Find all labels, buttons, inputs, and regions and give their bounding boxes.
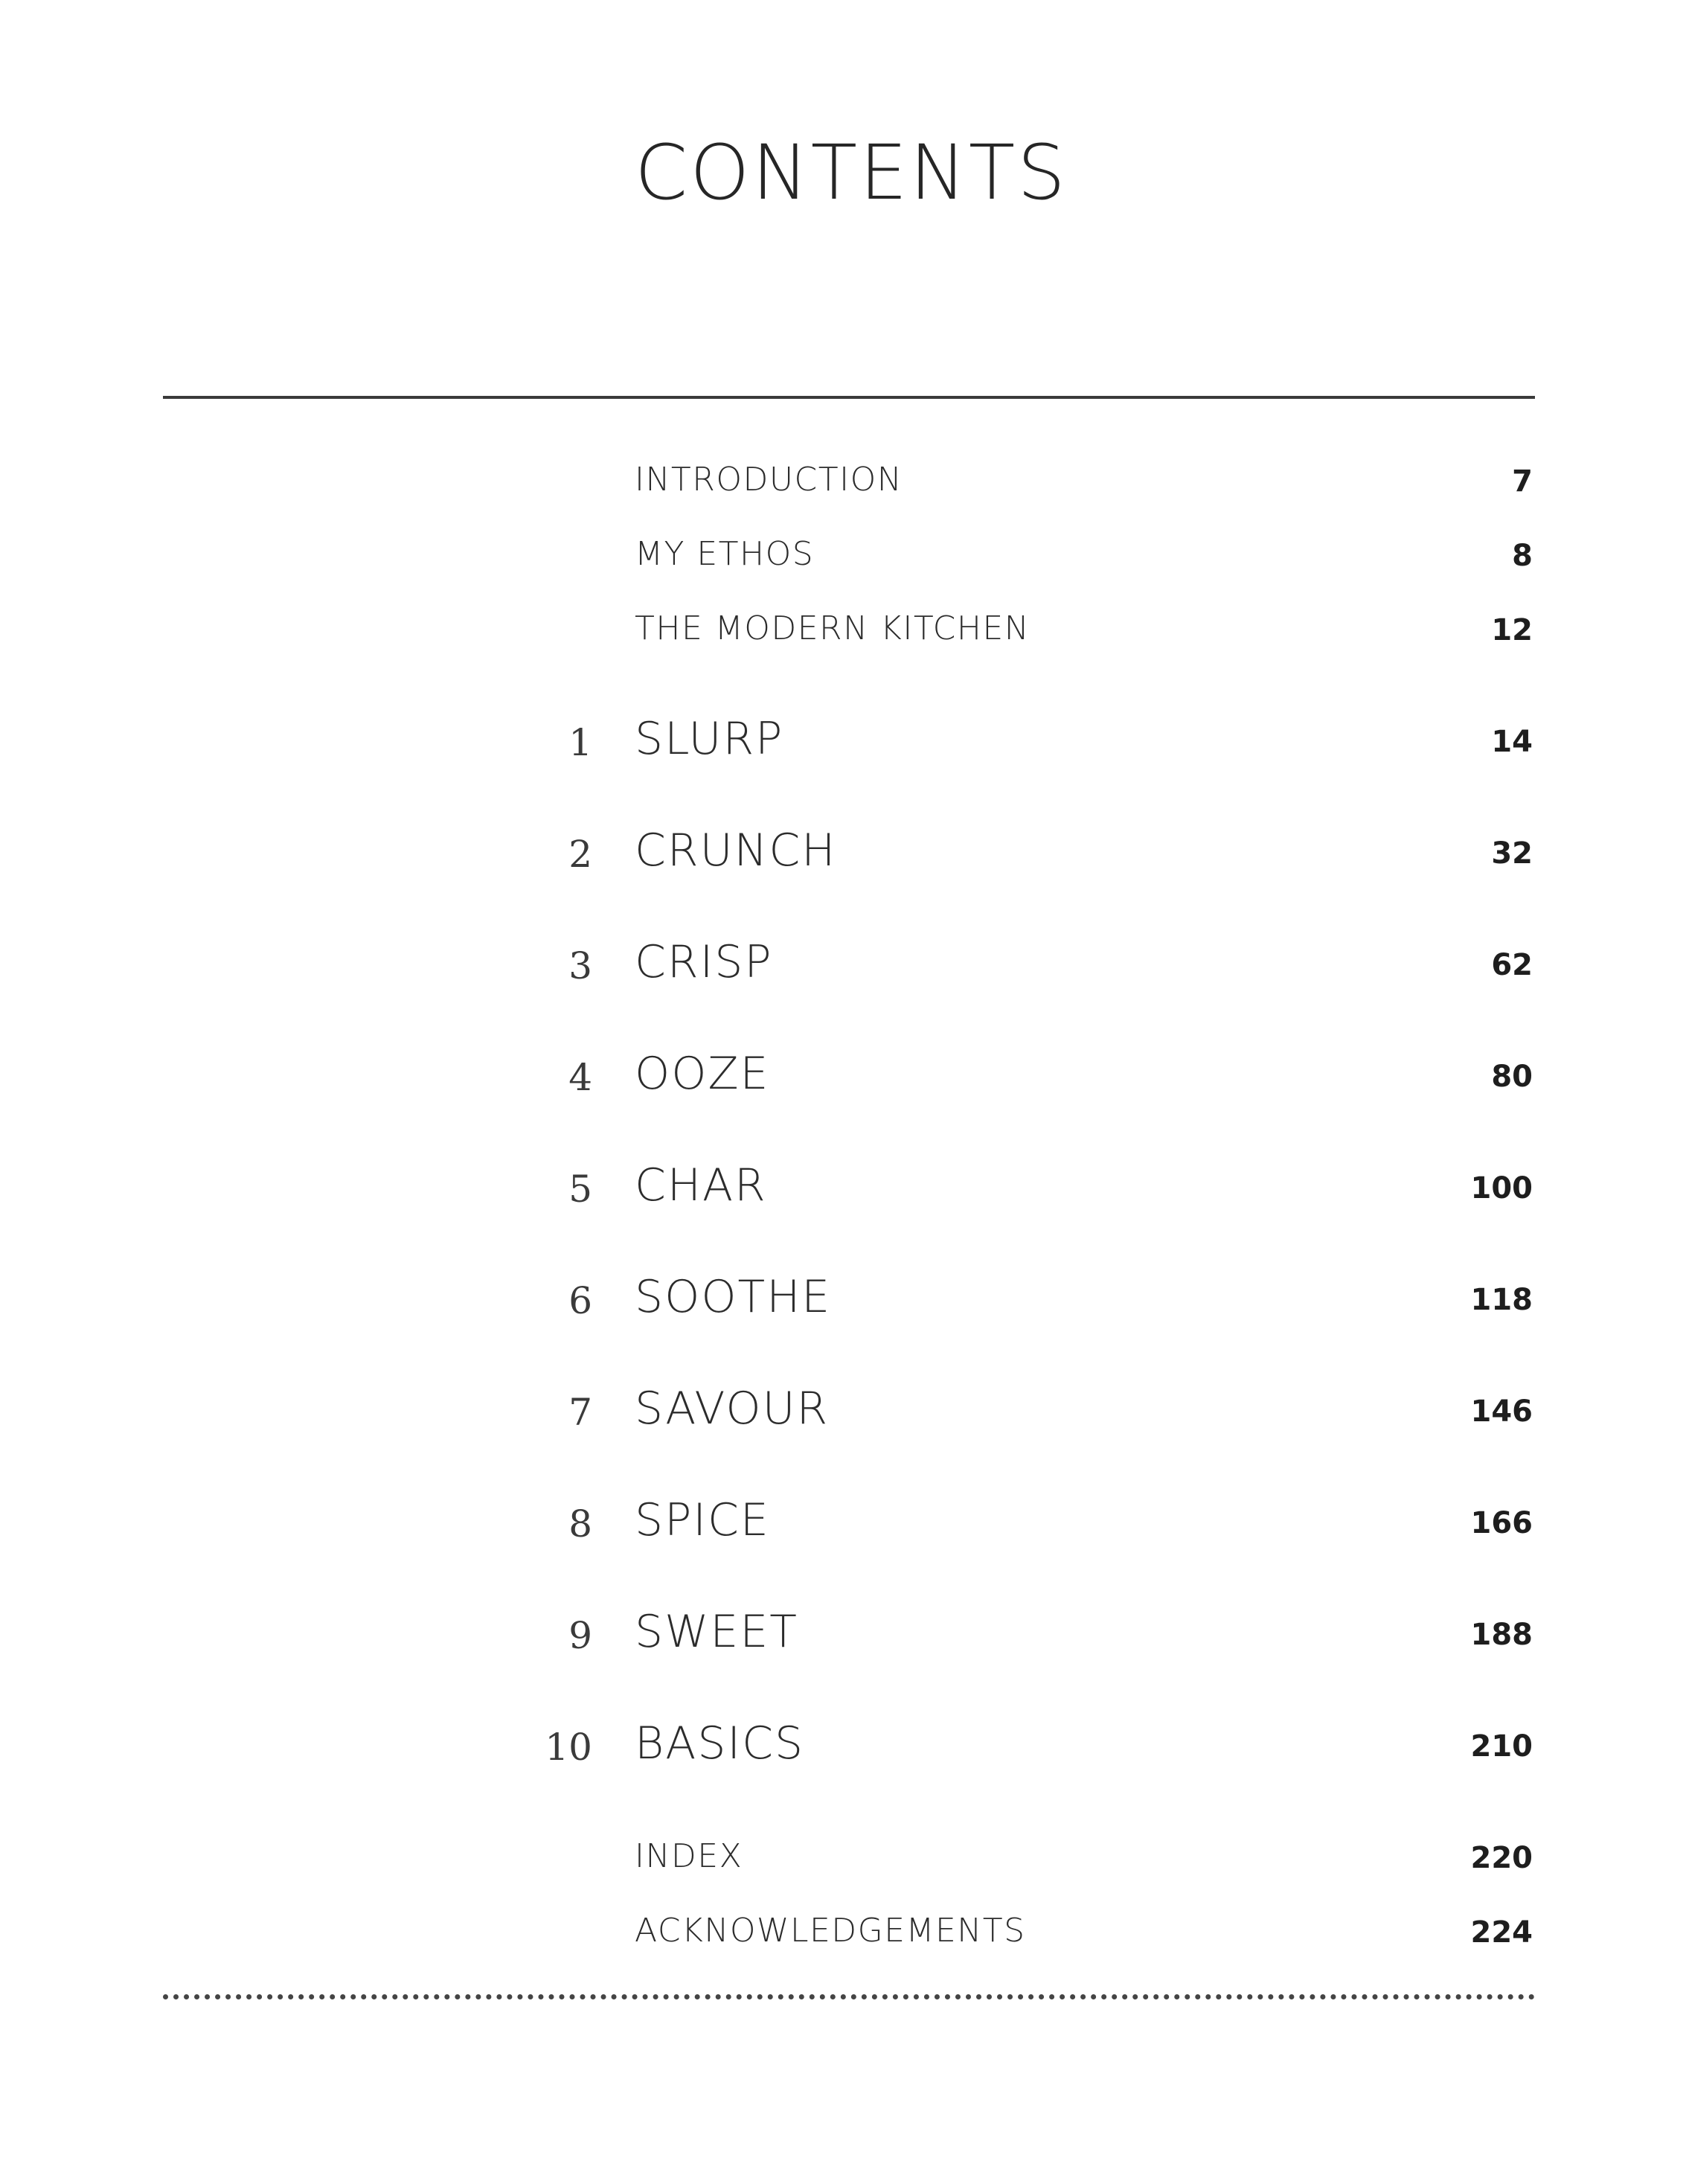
chapter-title: OOZE <box>635 1048 770 1100</box>
toc-entry-modern-kitchen[interactable] <box>0 599 1686 659</box>
toc-chapter-slurp[interactable] <box>0 711 1686 770</box>
chapter-title: CHAR <box>635 1159 767 1211</box>
toc-chapter-basics[interactable] <box>0 1715 1686 1775</box>
entry-label: THE MODERN KITCHEN <box>635 609 1030 647</box>
chapter-title: SPICE <box>635 1494 770 1546</box>
chapter-number: 4 <box>568 1056 592 1099</box>
entry-page-number: 12 <box>1491 613 1533 647</box>
chapter-page-number: 188 <box>1470 1618 1533 1652</box>
entry-page-number: 224 <box>1470 1915 1533 1950</box>
chapter-number: 7 <box>568 1391 592 1434</box>
chapter-number: 6 <box>568 1279 592 1322</box>
toc-chapter-spice[interactable] <box>0 1492 1686 1551</box>
entry-label: ACKNOWLEDGEMENTS <box>635 1912 1026 1950</box>
toc-entry-introduction[interactable] <box>0 450 1686 510</box>
toc-entry-acknowledgements[interactable] <box>0 1901 1686 1961</box>
chapter-title: BASICS <box>635 1717 805 1770</box>
toc-chapter-savour[interactable] <box>0 1380 1686 1440</box>
chapter-page-number: 14 <box>1491 725 1533 759</box>
entry-label: INTRODUCTION <box>635 461 903 499</box>
entry-page-number: 220 <box>1470 1841 1533 1875</box>
chapter-number: 2 <box>568 833 592 876</box>
chapter-title: SAVOUR <box>635 1383 830 1435</box>
chapter-page-number: 166 <box>1470 1506 1533 1540</box>
entry-page-number: 8 <box>1512 539 1533 573</box>
chapter-page-number: 118 <box>1470 1283 1533 1317</box>
bottom-dotted-divider <box>163 1994 1535 1999</box>
chapter-number: 9 <box>568 1614 592 1657</box>
chapter-title: SLURP <box>635 713 784 765</box>
chapter-page-number: 210 <box>1470 1729 1533 1764</box>
toc-chapter-crunch[interactable] <box>0 822 1686 882</box>
chapter-number: 8 <box>568 1502 592 1546</box>
chapter-page-number: 146 <box>1470 1394 1533 1429</box>
top-divider <box>163 396 1535 399</box>
toc-chapter-soothe[interactable] <box>0 1269 1686 1328</box>
chapter-number: 3 <box>568 944 592 987</box>
toc-chapter-ooze[interactable] <box>0 1045 1686 1105</box>
chapter-title: SWEET <box>635 1606 798 1658</box>
entry-page-number: 7 <box>1512 464 1533 499</box>
chapter-title: CRISP <box>635 936 773 988</box>
entry-label: INDEX <box>635 1837 743 1875</box>
toc-chapter-sweet[interactable] <box>0 1604 1686 1663</box>
toc-entry-my-ethos[interactable] <box>0 525 1686 584</box>
toc-chapter-crisp[interactable] <box>0 934 1686 993</box>
chapter-page-number: 62 <box>1491 948 1533 982</box>
chapter-page-number: 80 <box>1491 1060 1533 1094</box>
chapter-page-number: 100 <box>1470 1171 1533 1205</box>
chapter-number: 1 <box>568 721 592 764</box>
chapter-title: CRUNCH <box>635 824 837 877</box>
chapter-title: SOOTHE <box>635 1271 832 1323</box>
page-title: CONTENTS <box>635 129 1068 217</box>
chapter-number: 5 <box>568 1168 592 1211</box>
entry-label: MY ETHOS <box>635 535 815 573</box>
chapter-page-number: 32 <box>1491 836 1533 871</box>
toc-entry-index[interactable] <box>0 1827 1686 1886</box>
chapter-number: 10 <box>545 1726 592 1769</box>
toc-chapter-char[interactable] <box>0 1157 1686 1217</box>
